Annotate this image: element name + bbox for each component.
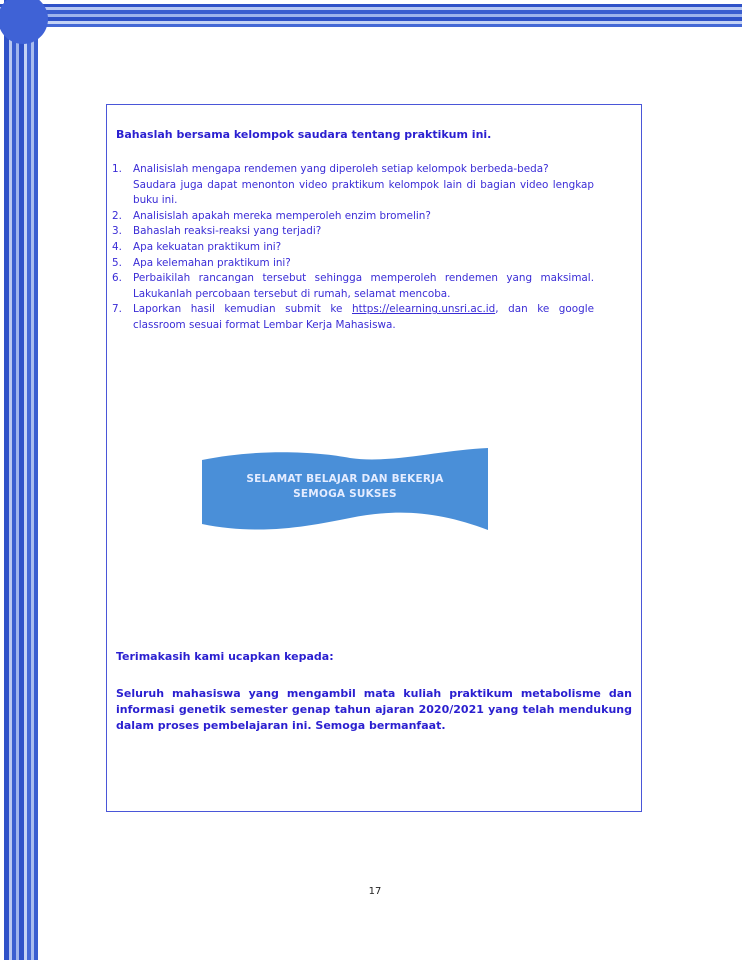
list-item-text: Perbaikilah rancangan tersebut sehingga memperoleh rendemen yang maksimal. Lakukanlah percobaan tersebut di rumah, selamat mencoba. [133,272,594,300]
thanks-title: Terimakasih kami ucapkan kepada: [116,650,334,663]
discussion-task-list [112,162,594,334]
list-item [112,224,594,240]
list-item [112,302,594,333]
list-item-text: Bahaslah reaksi-reaksi yang terjadi? [133,225,322,238]
list-item-text: Apa kelemahan praktikum ini? [133,256,291,269]
list-item-number: 5. [112,256,122,269]
list-item [112,256,594,272]
banner-text [200,472,490,502]
list-item-number: 7. [112,303,122,316]
list-item-number: 2. [112,209,122,222]
list-item [112,162,594,209]
list-item-number: 6. [112,272,122,285]
list-item-text: Analisislah mengapa rendemen yang diperoleh setiap kelompok berbeda-beda? [133,163,549,175]
banner-line-2: SEMOGA SUKSES [293,488,397,500]
list-item-number: 1. [112,163,122,175]
discussion-heading: Bahaslah bersama kelompok saudara tentang praktikum ini. [116,128,492,141]
thanks-body: Seluruh mahasiswa yang mengambil mata kuliah praktikum metabolisme dan informasi genetik semester genap tahun ajaran 2020/2021 yang telah mendukung dalam proses pembelajaran ini. Semoga bermanfaat. [116,687,632,732]
list-item-note: Saudara juga dapat menonton video praktikum kelompok lain di bagian video lengkap buku ini. [133,178,594,207]
list-item [112,209,594,225]
list-item [112,240,594,256]
list-item [112,271,594,302]
list-item-text-after-link: , dan ke google classroom sesuai format Lembar Kerja Mahasiswa. [133,303,594,331]
list-item-number: 3. [112,225,122,238]
top-decorative-stripes [0,0,742,30]
closing-banner [200,446,490,534]
left-decorative-stripes [0,0,40,960]
elearning-link[interactable]: https://elearning.unsri.ac.id [352,303,496,316]
list-item-number: 4. [112,240,122,253]
list-item-text: Analisislah apakah mereka memperoleh enzim bromelin? [133,209,431,222]
banner-line-1: SELAMAT BELAJAR DAN BEKERJA [246,473,444,485]
list-item-text-before-link: Laporkan hasil kemudian submit ke [133,303,343,316]
list-item-text: Apa kekuatan praktikum ini? [133,240,282,253]
page-number: 17 [368,886,382,897]
corner-circle-decoration [0,0,48,44]
